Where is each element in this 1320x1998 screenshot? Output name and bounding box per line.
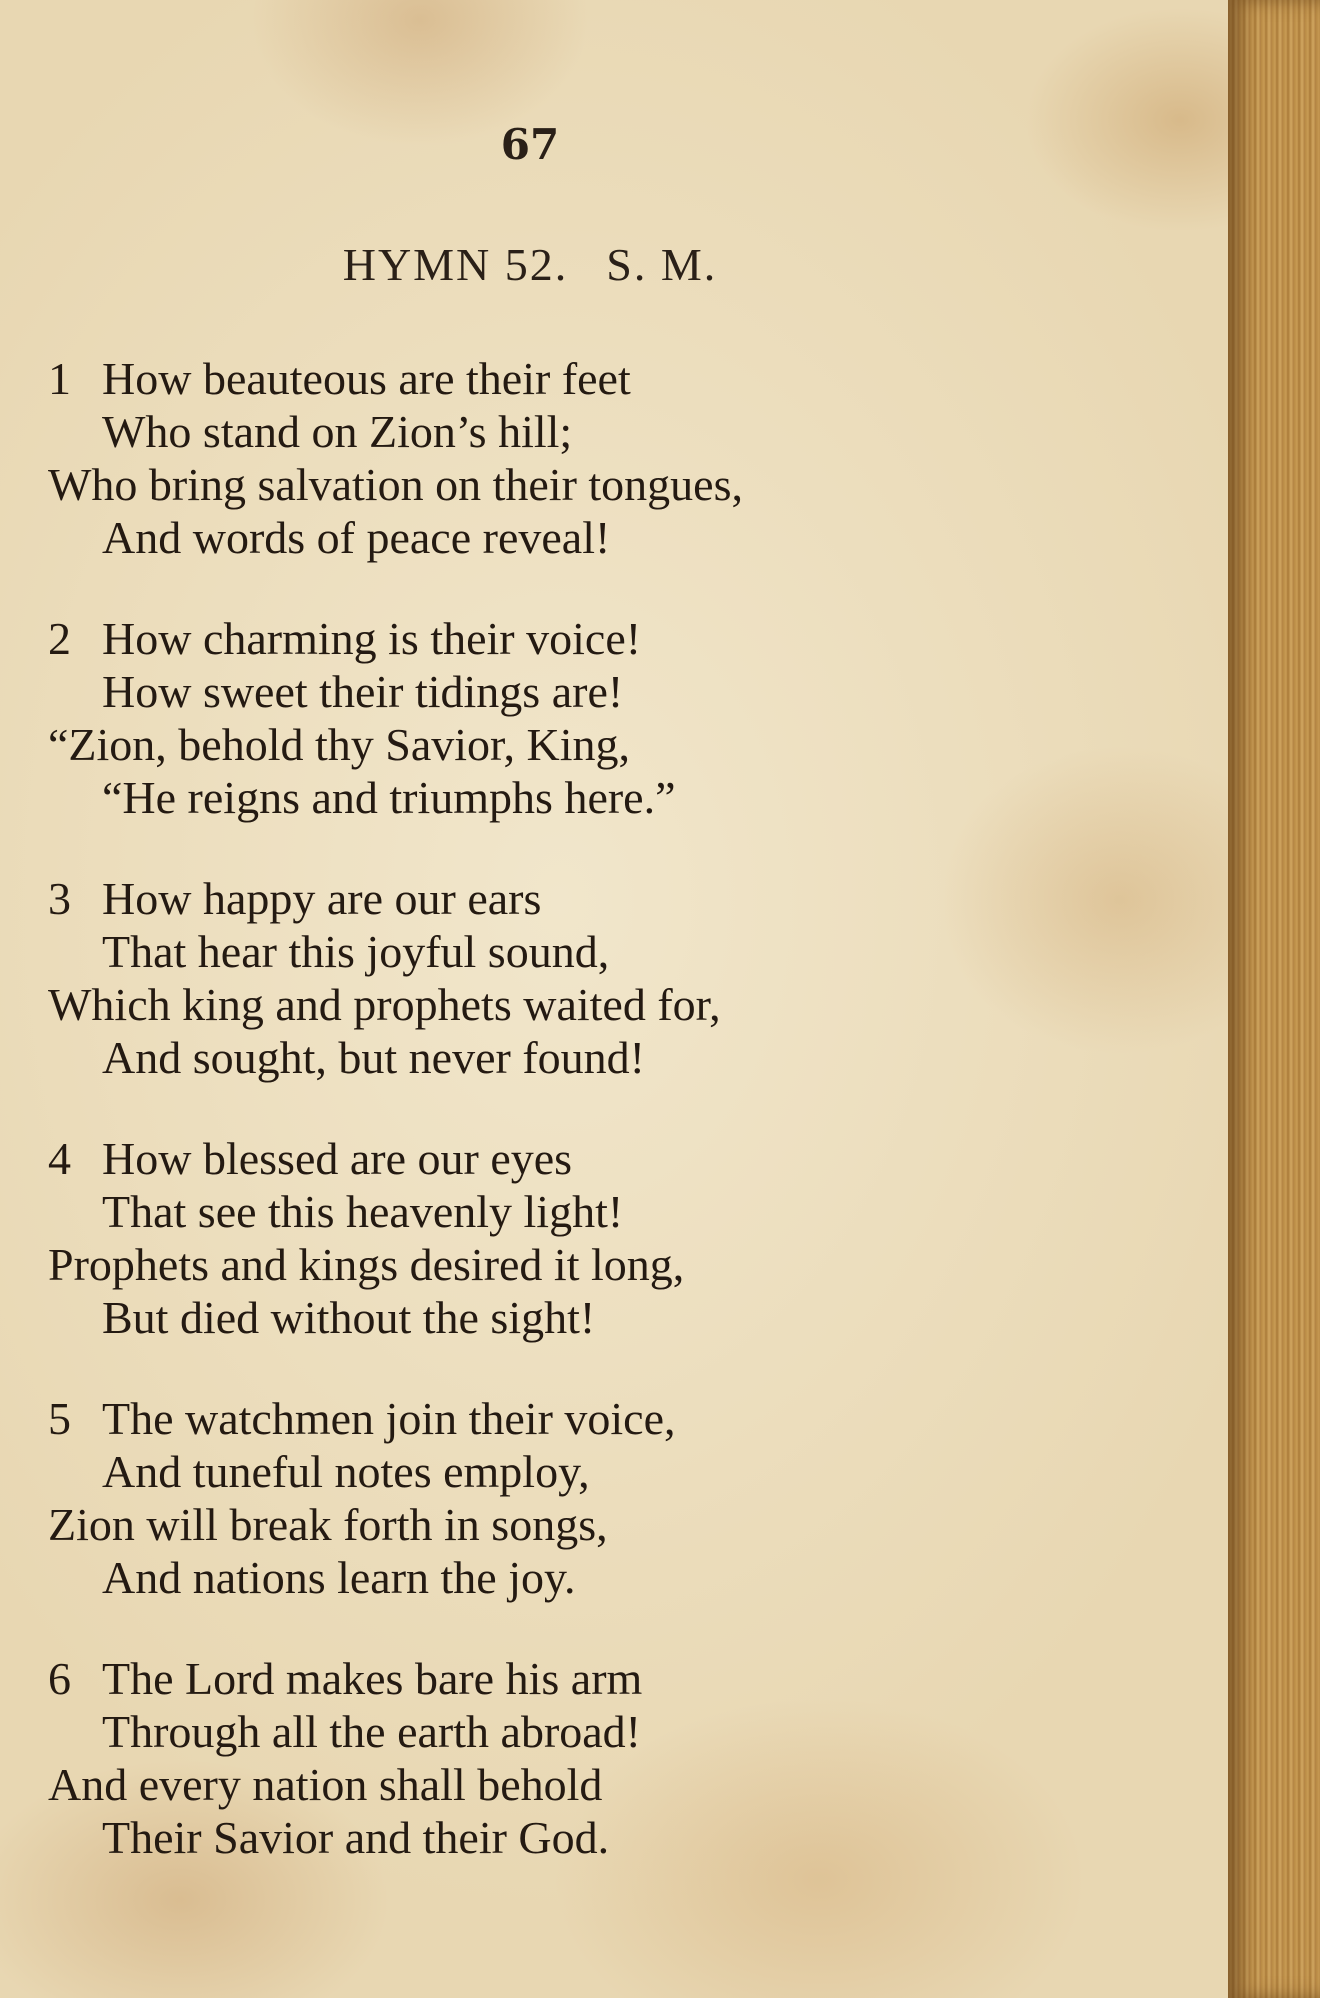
page-number: 67 [500,120,560,169]
verse-line: And nations learn the joy. [102,1552,576,1603]
verse-line: Which king and prophets waited for, [48,979,721,1030]
verse-line: But died without the sight! [102,1292,596,1343]
verse-line: How charming is their voice! [102,613,642,664]
hymn-title [0,238,1060,291]
verse-line: And words of peace reveal! [102,512,611,563]
stanza-number: 4 [48,1133,71,1184]
verse-line: Prophets and kings desired it long, [48,1239,685,1290]
stanza-5 [48,1392,1008,1604]
hymn-stanzas [48,352,1008,1864]
stanza-number: 6 [48,1653,71,1704]
hymn-number: HYMN 52. [342,239,569,290]
verse-line: “He reigns and triumphs here.” [102,772,676,823]
verse-line: How beauteous are their feet [102,353,631,404]
stanza-number: 5 [48,1393,71,1444]
verse-line: The watchmen join their voice, [102,1393,676,1444]
verse-line: How sweet their tidings are! [102,666,624,717]
verse-line: The Lord makes bare his arm [102,1653,643,1704]
stanza-number: 3 [48,873,71,924]
stanza-6 [48,1652,1008,1864]
verse-line: And sought, but never found! [102,1032,645,1083]
verse-line: How blessed are our eyes [102,1133,573,1184]
verse-line: And every nation shall behold [48,1759,603,1810]
book-fore-edge [1228,0,1320,1998]
verse-line: How happy are our ears [102,873,542,924]
verse-line: Through all the earth abroad! [102,1706,641,1757]
verse-line: Their Savior and their God. [102,1812,610,1863]
verse-line: And tuneful notes employ, [102,1446,590,1497]
stanza-number: 2 [48,613,71,664]
verse-line: Who stand on Zion’s hill; [102,406,573,457]
stanza-4 [48,1132,1008,1344]
verse-line: That see this heavenly light! [102,1186,624,1237]
stanza-number: 1 [48,353,71,404]
verse-line: Zion will break forth in songs, [48,1499,608,1550]
stanza-2 [48,612,1008,824]
verse-line: “Zion, behold thy Savior, King, [48,719,631,770]
stanza-3 [48,872,1008,1084]
verse-line: That hear this joyful sound, [102,926,610,977]
hymn-meter: S. M. [606,239,718,290]
verse-line: Who bring salvation on their tongues, [48,459,743,510]
stanza-1 [48,352,1008,564]
